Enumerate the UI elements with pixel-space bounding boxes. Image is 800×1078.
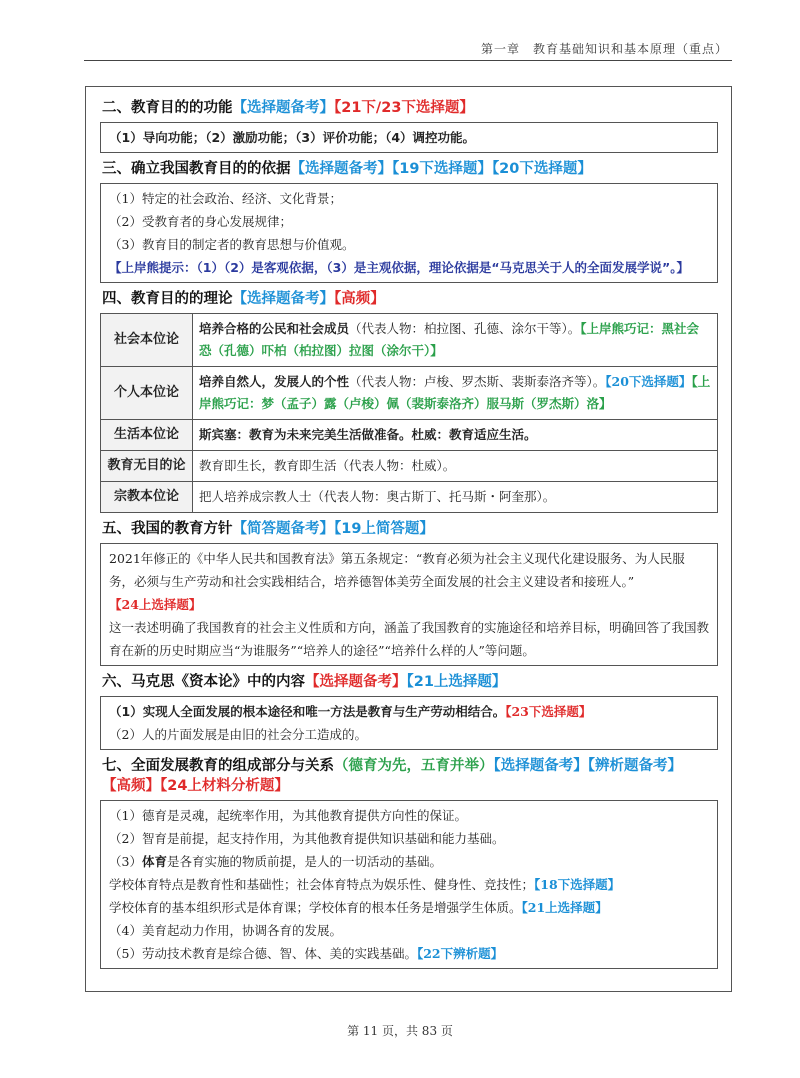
tag: 【19上简答题】 (334, 521, 434, 537)
tag: 【19下选择题】 (392, 161, 492, 177)
section-2-title: 二、教育目的的功能 (102, 100, 233, 116)
content (100, 96, 718, 975)
section-4-heading (102, 289, 718, 309)
section-7-title: 七、全面发展教育的组成部分与关系 (102, 758, 334, 774)
tag: 【高频】 (334, 291, 385, 307)
table-row (101, 451, 718, 482)
row-value: 教育即生长，教育即生活（代表人物：杜威）。 (193, 451, 718, 482)
section-6-box (100, 696, 718, 750)
list-item: 学校体育的基本组织形式是体育课；学校体育的根本任务是增强学生体质。【21上选择题】 (109, 900, 608, 915)
section-2-box (100, 122, 718, 153)
section-2-heading (102, 98, 718, 118)
tag: 【选择题备考】 (232, 100, 334, 116)
paragraph: 这一表述明确了我国教育的社会主义性质和方向，涵盖了我国教育的实施途径和培养目标，明确回答了我国教育在新的历史时期应当“为谁服务”“培养人的途径”“培养什么样的人”等问题。 (109, 620, 710, 658)
section-3-title: 三、确立我国教育目的的依据 (102, 161, 291, 177)
section-7-box (100, 800, 718, 969)
row-key: 宗教本位论 (101, 482, 193, 513)
list-item: （2）智育是前提，起支持作用，为其他教育提供知识基础和能力基础。 (109, 831, 505, 846)
table-row (101, 314, 718, 367)
page-footer: 第 11 页，共 83 页 (347, 1024, 453, 1038)
table-row (101, 420, 718, 451)
tag: 【选择题备考】 (305, 674, 407, 690)
list-item: （1）实现人全面发展的根本途径和唯一方法是教育与生产劳动相结合。【23下选择题】 (109, 704, 592, 719)
tag: 【高频】 (102, 778, 160, 794)
row-value: 培养合格的公民和社会成员（代表人物：柏拉图、孔德、涂尔干等）。【上岸熊巧记：黑社会恐（孔德）吓柏（柏拉图）拉图（涂尔干）】 (193, 314, 718, 367)
section-7-heading (102, 756, 718, 796)
row-key: 个人本位论 (101, 367, 193, 420)
row-key: 社会本位论 (101, 314, 193, 367)
section-3-box (100, 183, 718, 283)
section-7-subtitle: （德育为先，五育并举） (334, 758, 494, 774)
table-row (101, 367, 718, 420)
header-rule (84, 60, 732, 61)
row-key: 教育无目的论 (101, 451, 193, 482)
row-value: 把人培养成宗教人士（代表人物：奥古斯丁、托马斯・阿奎那）。 (193, 482, 718, 513)
list-item: （3）教育目的制定者的教育思想与价值观。 (109, 237, 355, 252)
row-key: 生活本位论 (101, 420, 193, 451)
tag: 【选择题备考】 (232, 291, 334, 307)
list-item: （4）美育起动力作用，协调各育的发展。 (109, 923, 342, 938)
page-header: 第一章 教育基础知识和基本原理（重点） (480, 42, 728, 56)
row-value: 培养自然人，发展人的个性（代表人物：卢梭、罗杰斯、裴斯泰洛齐等）。【20下选择题】【上岸熊巧记：梦（孟子）露（卢梭）佩（裴斯泰洛齐）服马斯（罗杰斯）洛】 (193, 367, 718, 420)
tag: 【24上选择题】 (109, 597, 202, 612)
tag: 【21下/23下选择题】 (334, 100, 474, 116)
list-item: （1）德育是灵魂，起统率作用，为其他教育提供方向性的保证。 (109, 808, 467, 823)
section-5-heading (102, 519, 718, 539)
paragraph: 2021年修正的《中华人民共和国教育法》第五条规定：“教育必须为社会主义现代化建设服务、为人民服务，必须与生产劳动和社会实践相结合，培养德智体美劳全面发展的社会主义建设者和接班人。” (109, 551, 685, 589)
list-item: 学校体育特点是教育性和基础性；社会体育特点为娱乐性、健身性、竞技性；【18下选择题】 (109, 877, 621, 892)
table-row (101, 482, 718, 513)
list-item: （3）体育是各育实施的物质前提，是人的一切活动的基础。 (109, 854, 442, 869)
row-value: 斯宾塞：教育为未来完美生活做准备。杜威：教育适应生活。 (193, 420, 718, 451)
theory-table (100, 313, 718, 513)
tip-note: 【上岸熊提示：（1）（2）是客观依据，（3）是主观依据，理论依据是“马克思关于人的全面发展学说”。】 (109, 260, 690, 275)
section-5-box (100, 543, 718, 666)
tag: 【选择题备考】 (493, 758, 588, 774)
tag: 【辨析题备考】 (587, 758, 682, 774)
tag: 【21上选择题】 (406, 674, 507, 690)
list-item: （2）受教育者的身心发展规律； (109, 214, 292, 229)
section-4-title: 四、教育目的的理论 (102, 291, 233, 307)
section-5-title: 五、我国的教育方针 (102, 521, 233, 537)
section-3-heading (102, 159, 718, 179)
section-6-title: 六、马克思《资本论》中的内容 (102, 674, 305, 690)
list-item: （5）劳动技术教育是综合德、智、体、美的实践基础。【22下辨析题】 (109, 946, 504, 961)
tag: 【24上材料分析题】 (160, 778, 289, 794)
section-2-body: （1）导向功能；（2）激励功能；（3）评价功能；（4）调控功能。 (109, 130, 476, 145)
list-item: （2）人的片面发展是由旧的社会分工造成的。 (109, 727, 367, 742)
tag: 【简答题备考】 (232, 521, 334, 537)
tag: 【20下选择题】 (491, 161, 592, 177)
tag: 【选择题备考】 (290, 161, 392, 177)
section-6-heading (102, 672, 718, 692)
list-item: （1）特定的社会政治、经济、文化背景； (109, 191, 342, 206)
